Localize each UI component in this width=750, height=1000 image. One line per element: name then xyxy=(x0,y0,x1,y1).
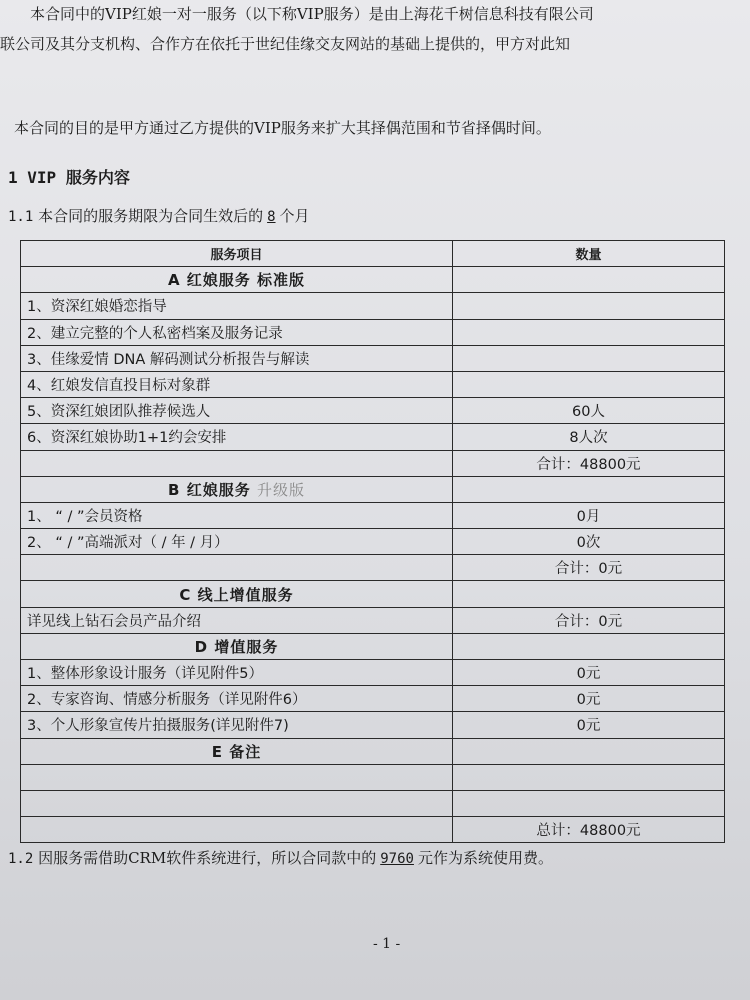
group-b-title: B 红娘服务 xyxy=(168,480,251,499)
service-table xyxy=(20,240,725,843)
quantity-cell xyxy=(453,319,725,345)
clause-suffix: 元作为系统使用费。 xyxy=(417,849,553,867)
quantity-cell: 0次 xyxy=(453,529,725,555)
item-cell: 1、资深红娘婚恋指导 xyxy=(21,293,453,319)
table-row xyxy=(21,607,725,633)
item-cell: 1、整体形象设计服务（详见附件5） xyxy=(21,660,453,686)
group-e-row xyxy=(21,738,725,764)
clause-number: 1.2 xyxy=(8,851,34,867)
header-item: 服务项目 xyxy=(21,241,453,267)
item-cell: 2、 “ / ”高端派对（ / 年 / 月） xyxy=(21,529,453,555)
quantity-cell: 8人次 xyxy=(453,424,725,450)
item-cell: 3、佳缘爱情 DNA 解码测试分析报告与解读 xyxy=(21,345,453,371)
table-row xyxy=(21,345,725,371)
group-c-title: C 线上增值服务 xyxy=(21,581,453,607)
table-row xyxy=(21,686,725,712)
item-cell: 2、专家咨询、情感分析服务（详见附件6） xyxy=(21,686,453,712)
group-c-total: 合计：0元 xyxy=(453,607,725,633)
table-row xyxy=(21,660,725,686)
group-d-title: D 增值服务 xyxy=(21,633,453,659)
quantity-cell: 0元 xyxy=(453,712,725,738)
item-cell: 1、 “ / ”会员资格 xyxy=(21,502,453,528)
remarks-row xyxy=(21,790,725,816)
grand-total: 总计：48800元 xyxy=(453,817,725,843)
section-1-heading xyxy=(8,168,130,188)
item-cell: 2、建立完整的个人私密档案及服务记录 xyxy=(21,319,453,345)
item-cell: 6、资深红娘协助1+1约会安排 xyxy=(21,424,453,450)
section-title: 服务内容 xyxy=(65,168,130,187)
quantity-cell: 0元 xyxy=(453,660,725,686)
clause-1-2 xyxy=(8,848,553,869)
group-b-row xyxy=(21,476,725,502)
quantity-cell xyxy=(453,345,725,371)
item-cell: 5、资深红娘团队推荐候选人 xyxy=(21,398,453,424)
table-row xyxy=(21,529,725,555)
quantity-cell xyxy=(453,371,725,397)
table-row xyxy=(21,502,725,528)
item-cell: 详见线上钻石会员产品介绍 xyxy=(21,607,453,633)
subtotal-row xyxy=(21,555,725,581)
table-row xyxy=(21,424,725,450)
clause-number: 1.1 xyxy=(8,209,34,225)
group-b-title-suffix: 升级版 xyxy=(256,480,305,499)
intro-line-1: 本合同中的VIP红娘一对一服务（以下称VIP服务）是由上海花千树信息科技有限公司 xyxy=(30,5,594,23)
system-fee-value: 9760 xyxy=(380,851,414,867)
header-quantity: 数量 xyxy=(453,241,725,267)
grand-total-row xyxy=(21,817,725,843)
clause-prefix: 因服务需借助CRM软件系统进行，所以合同款中的 xyxy=(38,849,377,867)
group-c-row xyxy=(21,581,725,607)
quantity-cell xyxy=(453,293,725,319)
item-cell: 4、红娘发信直投目标对象群 xyxy=(21,371,453,397)
service-term-value: 8 xyxy=(267,209,276,225)
quantity-cell: 60人 xyxy=(453,398,725,424)
remarks-row xyxy=(21,764,725,790)
table-header-row xyxy=(21,241,725,267)
table-row xyxy=(21,398,725,424)
clause-1-1 xyxy=(8,206,310,227)
clause-prefix: 本合同的服务期限为合同生效后的 xyxy=(38,207,264,225)
section-number: 1 VIP xyxy=(8,168,57,187)
intro-line-2: 联公司及其分支机构、合作方在依托于世纪佳缘交友网站的基础上提供的，甲方对此知 xyxy=(0,35,571,53)
quantity-cell: 0元 xyxy=(453,686,725,712)
clause-suffix: 个月 xyxy=(279,207,310,225)
group-e-title: E 备注 xyxy=(21,738,453,764)
group-a-title: A 红娘服务 标准版 xyxy=(21,267,453,293)
table-row xyxy=(21,319,725,345)
page-number: - 1 - xyxy=(373,936,401,952)
table-row xyxy=(21,371,725,397)
item-cell: 3、个人形象宣传片拍摄服务(详见附件7) xyxy=(21,712,453,738)
group-d-row xyxy=(21,633,725,659)
subtotal-row xyxy=(21,450,725,476)
group-a-row xyxy=(21,267,725,293)
group-b-total: 合计：0元 xyxy=(453,555,725,581)
quantity-cell: 0月 xyxy=(453,502,725,528)
group-a-total: 合计：48800元 xyxy=(453,450,725,476)
table-row xyxy=(21,293,725,319)
table-row xyxy=(21,712,725,738)
contract-purpose: 本合同的目的是甲方通过乙方提供的VIP服务来扩大其择偶范围和节省择偶时间。 xyxy=(14,119,551,137)
